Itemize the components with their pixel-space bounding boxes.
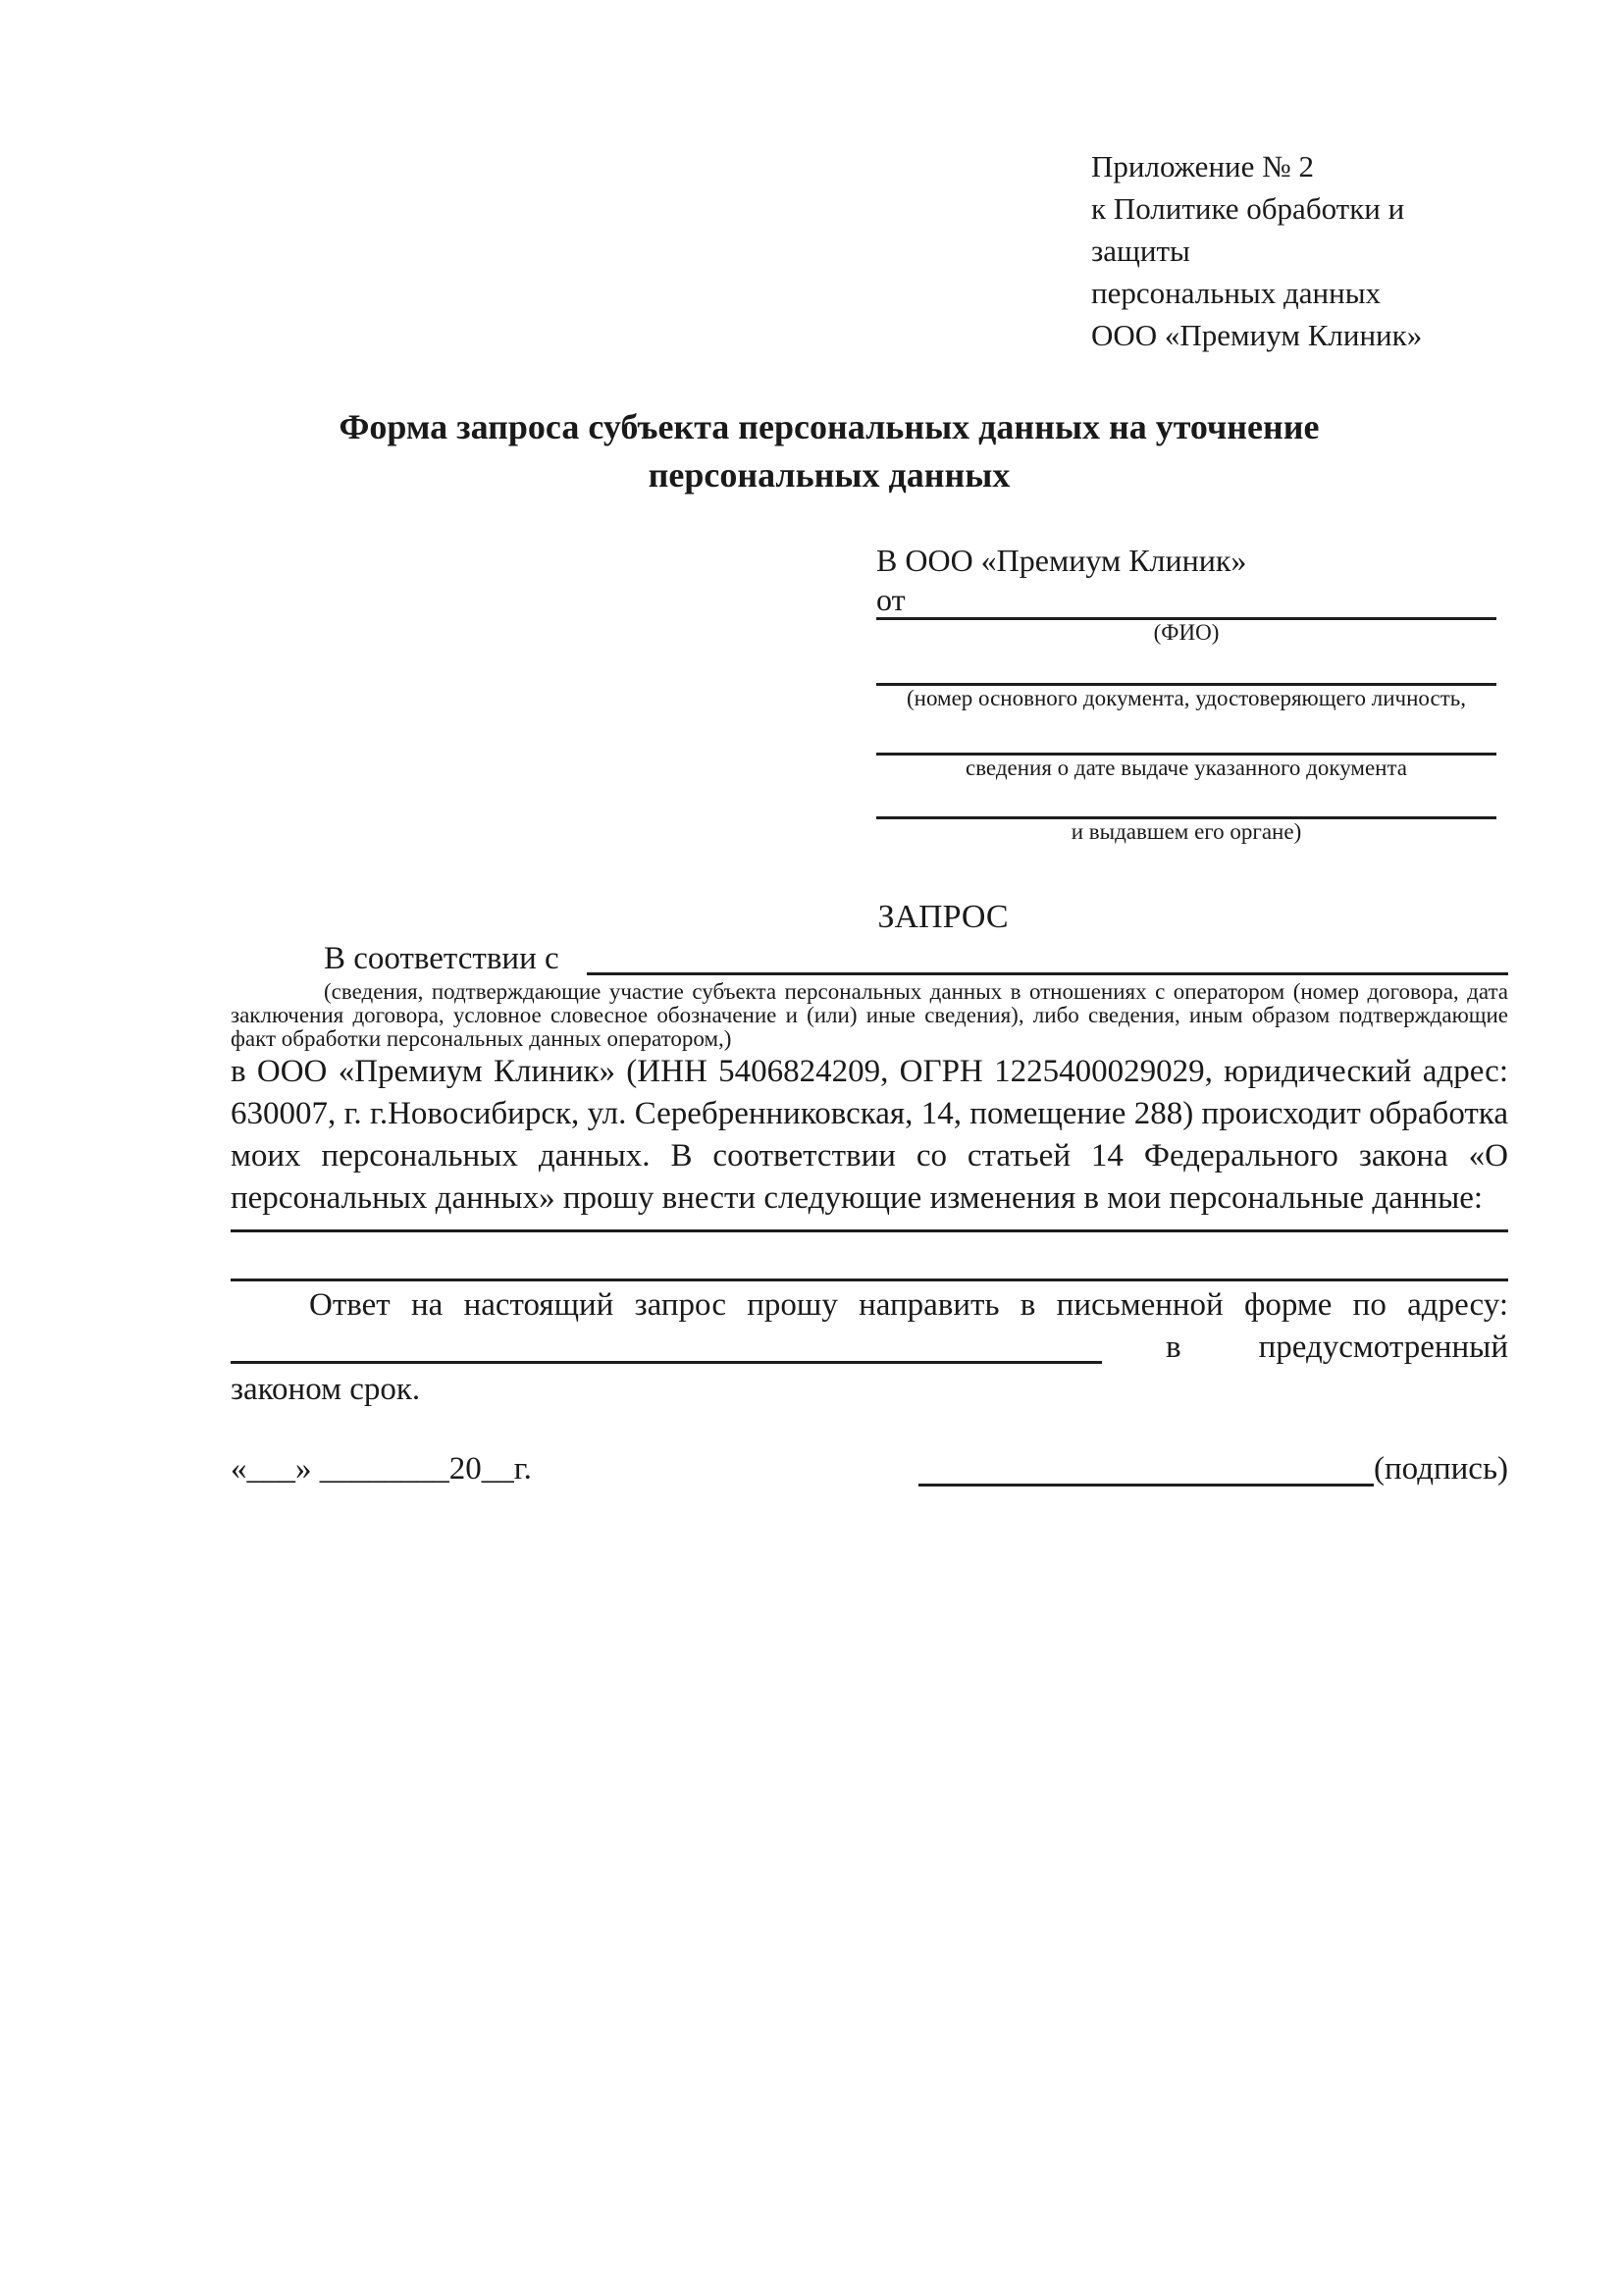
appendix-note-line: Приложение № 2: [1091, 149, 1314, 183]
fio-field: [876, 617, 1496, 646]
answer-tail: [1102, 1327, 1508, 1369]
basis-caption: (сведения, подтверждающие участие субъекта персональных данных в отношениях с оператором (номер договора, дата заключения договора, условное словесное обозначение и (или) иные сведения), либо сведения, иным образом подтверждающие факт обработки персональных данных оператором,): [231, 979, 1508, 1051]
addressee-organization: В ООО «Премиум Клиник»: [876, 543, 1247, 578]
answer-tail-word: предусмотренный: [1258, 1330, 1508, 1365]
document-number-field: [876, 683, 1496, 711]
basis-text: В соответствии с: [324, 941, 559, 976]
answer-line-3: законом срок.: [231, 1372, 421, 1407]
request-heading: ЗАПРОС: [877, 899, 1009, 935]
signature-caption: (подпись): [1374, 1451, 1508, 1487]
answer-tail-word: в: [1166, 1330, 1181, 1365]
issuing-authority-field: [876, 816, 1496, 845]
issuing-authority-caption: и выдавшем его органе): [1071, 819, 1302, 844]
fio-caption: (ФИО): [1153, 620, 1220, 645]
issue-date-field: [876, 753, 1496, 781]
signature-input-line[interactable]: [918, 1484, 1374, 1487]
basis-line: [231, 938, 1508, 980]
request-body: в ООО «Премиум Клиник» (ИНН 5406824209, ОГРН 1225400029029, юридический адрес: 630007, г. г.Новосибирск, ул. Серебренниковская, 14, помещение 288) происходит обработка моих персональных данных. В соответствии со статьей 14 Федерального закона «О персональных данных» прошу внести следующие изменения в мои персональные данные:: [231, 1054, 1508, 1216]
signature-row: [231, 1448, 1508, 1490]
page-title: [150, 403, 1508, 499]
basis-input-line[interactable]: [587, 972, 1508, 975]
date-field[interactable]: «___» ________20__г.: [231, 1451, 532, 1487]
appendix-note: [1091, 145, 1508, 356]
issue-date-caption: сведения о дате выдаче указанного документа: [965, 756, 1408, 780]
appendix-note-line: к Политике обработки и защиты: [1091, 191, 1405, 268]
answer-line-1: Ответ на настоящий запрос прошу направить в письменной форме по адресу:: [309, 1287, 1508, 1323]
answer-line-2: [231, 1327, 1508, 1369]
changes-input-line-1[interactable]: [231, 1220, 1508, 1232]
page-title-line: персональных данных: [648, 455, 1011, 495]
page-title-line: Форма запроса субъекта персональных данных на уточнение: [339, 407, 1320, 446]
changes-input-line-2[interactable]: [231, 1232, 1508, 1281]
addressee-block: [876, 539, 1496, 845]
appendix-note-line: персональных данных: [1091, 276, 1382, 310]
document-number-caption: (номер основного документа, удостоверяющего личность,: [906, 686, 1466, 710]
appendix-note-line: ООО «Премиум Клиник»: [1091, 318, 1423, 352]
address-input-line[interactable]: [231, 1361, 1102, 1364]
from-label: от: [876, 582, 906, 617]
